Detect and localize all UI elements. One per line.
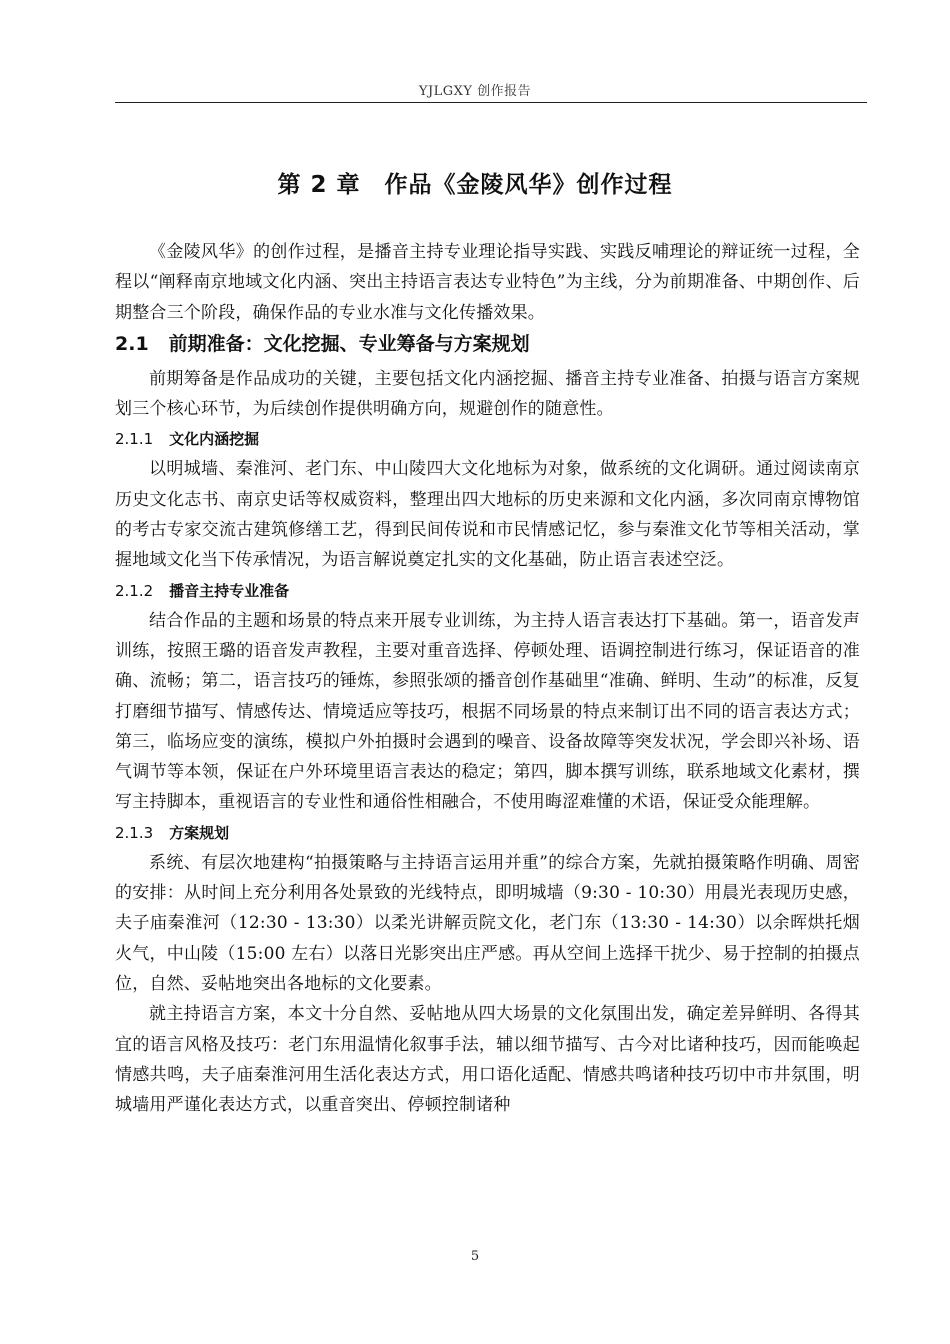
- subsection-paragraph-3b: 就主持语言方案，本文十分自然、妥帖地从四大场景的文化氛围出发，确定差异鲜明、各得其宜的语言风格及技巧：老门东用温情化叙事手法，辅以细节描写、古今对比诸种技巧，因而能唤起情感共鸣，夫子庙秦淮河用生活化表达方式，用口语化适配、情感共鸣诸种技巧切中市井氛围，明城墙用严谨化表达方式，以重音突出、停顿控制诸种: [115, 1004, 860, 1116]
- subsection-number: 2.1.1: [115, 430, 154, 449]
- page-number: 5: [470, 1249, 480, 1264]
- section-number: 2.1: [115, 332, 149, 355]
- subsection-heading-2: [115, 576, 860, 606]
- section-title: 前期准备：文化挖掘、专业筹备与方案规划: [168, 332, 530, 355]
- subsection-paragraph-1: 以明城墙、秦淮河、老门东、中山陵四大文化地标为对象，做系统的文化调研。通过阅读南京历史文化志书、南京史话等权威资料，整理出四大地标的历史来源和文化内涵，多次同南京博物馆的考古专家交流古建筑修缮工艺，得到民间传说和市民情感记忆，参与秦淮文化节等相关活动，掌握地域文化当下传承情况，为语言解说奠定扎实的文化基础，防止语言表述空泛。: [115, 459, 860, 571]
- header-divider: [115, 102, 867, 103]
- running-header: YJLGXY 创作报告: [418, 84, 532, 99]
- subsection-title: 文化内涵挖掘: [169, 430, 260, 449]
- section-heading: [115, 328, 860, 364]
- intro-paragraph: 《金陵风华》的创作过程，是播音主持专业理论指导实践、实践反哺理论的辩证统一过程，全程以“阐释南京地域文化内涵、突出主持语言表达专业特色”为主线，分为前期准备、中期创作、后期整合三个阶段，确保作品的专业水准与文化传播效果。: [115, 242, 860, 323]
- section-paragraph: 前期筹备是作品成功的关键，主要包括文化内涵挖掘、播音主持专业准备、拍摄与语言方案规划三个核心环节，为后续创作提供明确方向，规避创作的随意性。: [115, 368, 860, 420]
- subsection-paragraph-3a: 系统、有层次地建构“拍摄策略与主持语言运用并重”的综合方案，先就拍摄策略作明确、周密的安排：从时间上充分利用各处景致的光线特点，即明城墙（9:30 - 10:30）用晨光表现历史感，夫子庙秦淮河（12:30 - 13:30）以柔光讲解贡院文化，老门东（13:30 - 14:30）以余晖烘托烟火气，中山陵（15:00 左右）以落日光影突出庄严感。再从空间上选择干扰少、易于控制的拍摄点位，自然、妥帖地突出各地标的文化要素。: [115, 852, 860, 994]
- subsection-title: 方案规划: [169, 823, 230, 842]
- subsection-paragraph-2: 结合作品的主题和场景的特点来开展专业训练，为主持人语言表达打下基础。第一，语音发声训练，按照王璐的语音发声教程，主要对重音选择、停顿处理、语调控制进行练习，保证语音的准确、流畅；第二，语言技巧的锤炼，参照张颂的播音创作基础里“准确、鲜明、生动”的标准，反复打磨细节描写、情感传达、情境适应等技巧，根据不同场景的特点来制订出不同的语言表达方式；第三，临场应变的演练，模拟户外拍摄时会遇到的噪音、设备故障等突发状况，学会即兴补场、语气调节等本领，保证在户外环境里语言表达的稳定；第四，脚本撰写训练，联系地域文化素材，撰写主持脚本，重视语言的专业性和通俗性相融合，不使用晦涩难懂的术语，保证受众能理解。: [115, 610, 860, 813]
- subsection-number: 2.1.2: [115, 581, 154, 600]
- subsection-title: 播音主持专业准备: [169, 581, 290, 600]
- subsection-heading-1: [115, 424, 860, 454]
- chapter-title: 第 2 章 作品《金陵风华》创作过程: [277, 172, 673, 198]
- subsection-number: 2.1.3: [115, 823, 154, 842]
- subsection-heading-3: [115, 818, 860, 848]
- body-content: [115, 237, 860, 1120]
